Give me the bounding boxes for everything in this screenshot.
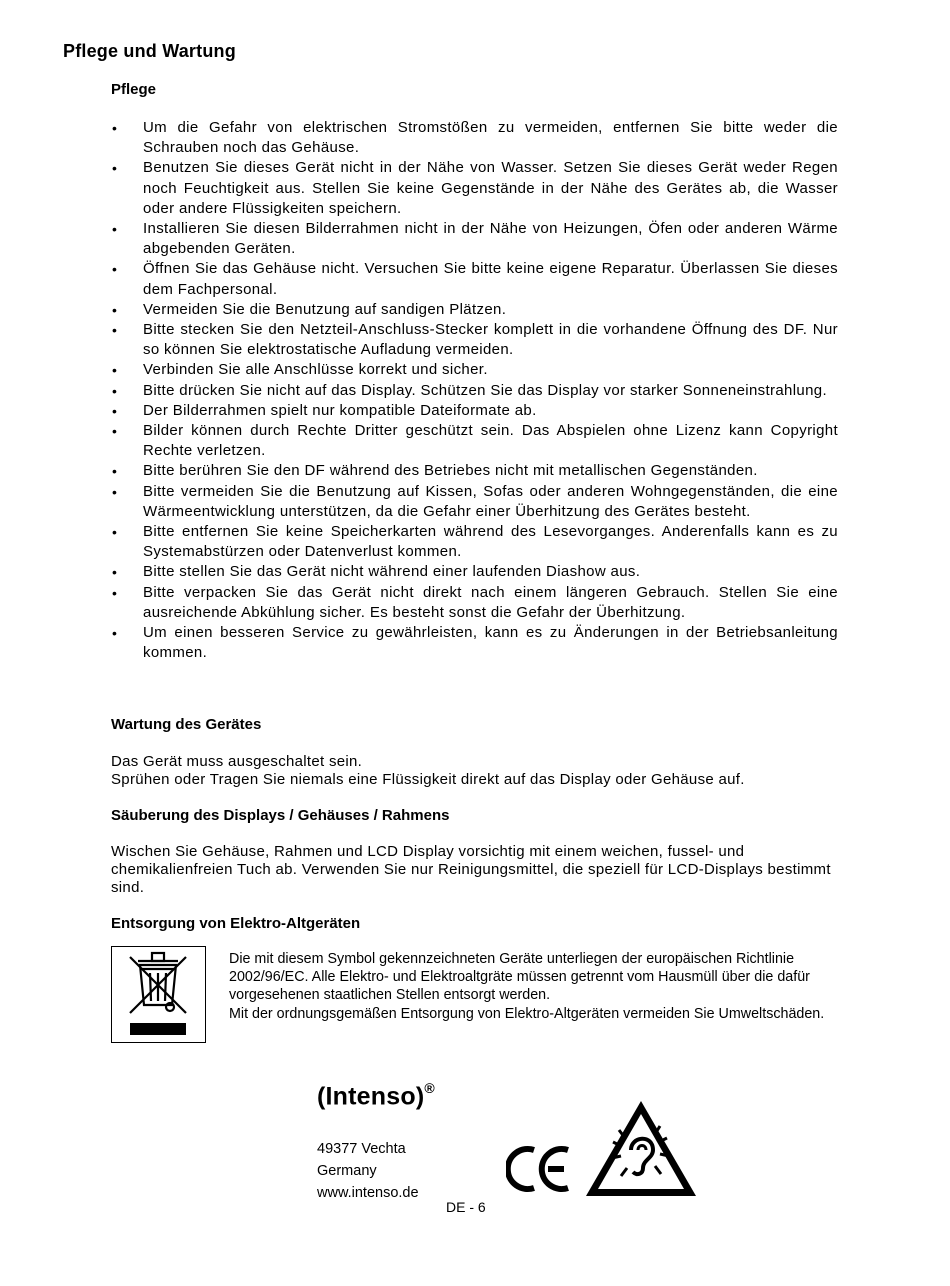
hearing-warning-icon bbox=[583, 1098, 699, 1205]
care-bullet-text: Der Bilderrahmen spielt nur kompatible Dateiformate ab. bbox=[143, 401, 537, 419]
care-bullet-item bbox=[111, 461, 838, 481]
bullet-icon: • bbox=[112, 160, 118, 177]
care-bullet-text: Installieren Sie diesen Bilderrahmen nicht in der Nähe von Heizungen, Öfen oder anderen Wärme abgebenden Geräten. bbox=[143, 220, 838, 258]
bullet-icon: • bbox=[112, 584, 118, 601]
bullet-icon: • bbox=[112, 423, 118, 440]
bullet-icon: • bbox=[112, 463, 118, 480]
address-line-2: Germany bbox=[317, 1163, 377, 1179]
intenso-logo bbox=[317, 1082, 435, 1111]
care-bullet-text: Öffnen Sie das Gehäuse nicht. Versuchen Sie bitte keine eigene Reparatur. Überlassen Sie dieses dem Fachpersonal. bbox=[143, 260, 838, 298]
care-heading: Pflege bbox=[111, 81, 157, 98]
brand-name: (Intenso) bbox=[317, 1082, 425, 1111]
cleaning-paragraph: Wischen Sie Gehäuse, Rahmen und LCD Display vorsichtig mit einem weichen, fussel- und chemikalienfreien Tuch ab. Verwenden Sie nur Reinigungsmittel, die speziell für LCD-Displays bestimmt sind. bbox=[111, 843, 831, 897]
care-bullet-item bbox=[111, 360, 838, 380]
bullet-icon: • bbox=[112, 402, 118, 419]
bullet-icon: • bbox=[112, 362, 118, 379]
bullet-icon: • bbox=[112, 221, 118, 238]
bullet-icon: • bbox=[112, 382, 118, 399]
care-bullet-item bbox=[111, 381, 838, 401]
care-bullet-item bbox=[111, 259, 838, 299]
care-bullet-item bbox=[111, 158, 838, 219]
bullet-icon: • bbox=[112, 524, 118, 541]
registered-mark: ® bbox=[424, 1080, 435, 1096]
disposal-text bbox=[229, 950, 849, 1023]
maintenance-heading: Wartung des Gerätes bbox=[111, 716, 262, 733]
care-bullet-item bbox=[111, 118, 838, 158]
care-bullet-text: Bitte stellen Sie das Gerät nicht während einer laufenden Diashow aus. bbox=[143, 563, 641, 581]
care-bullet-item bbox=[111, 522, 838, 562]
bullet-icon: • bbox=[112, 564, 118, 581]
care-bullet-text: Bitte entfernen Sie keine Speicherkarten während des Lesevorganges. Anderenfalls kann es zu Systemabstürzen oder Datenverlust kommen. bbox=[143, 523, 838, 561]
bullet-icon: • bbox=[112, 261, 118, 278]
bullet-icon: • bbox=[112, 120, 118, 136]
ce-mark-icon bbox=[506, 1142, 572, 1201]
disposal-paragraph-1: Die mit diesem Symbol gekennzeichneten Geräte unterliegen der europäischen Richtlinie 2002/96/EC. Alle Elektro- und Elektroaltgräte müssen getrennt vom Hausmüll über die dafür vorgesehenen staatlichen Stellen entsorgt werden. bbox=[229, 951, 810, 1004]
disposal-heading: Entsorgung von Elektro-Altgeräten bbox=[111, 915, 361, 932]
page-number: DE - 6 bbox=[446, 1199, 486, 1215]
address-line-1: 49377 Vechta bbox=[317, 1141, 406, 1157]
care-bullet-text: Vermeiden Sie die Benutzung auf sandigen Plätzen. bbox=[143, 300, 507, 318]
bullet-icon: • bbox=[112, 301, 118, 318]
bullet-icon: • bbox=[112, 483, 118, 500]
cleaning-text bbox=[111, 843, 841, 898]
care-bullet-item bbox=[111, 583, 838, 623]
company-address bbox=[317, 1138, 419, 1204]
care-bullet-item bbox=[111, 623, 838, 663]
care-bullet-list bbox=[111, 118, 838, 663]
bullet-icon: • bbox=[112, 625, 118, 642]
bullet-icon: • bbox=[112, 322, 118, 339]
cleaning-heading: Säuberung des Displays / Gehäuses / Rahmens bbox=[111, 807, 450, 824]
care-bullet-text: Bitte berühren Sie den DF während des Betriebes nicht mit metallischen Gegenständen. bbox=[143, 462, 758, 480]
care-bullet-item bbox=[111, 219, 838, 259]
care-bullet-item bbox=[111, 482, 838, 522]
care-bullet-text: Bitte verpacken Sie das Gerät nicht direkt nach einem längeren Gebrauch. Stellen Sie eine ausreichende Abkühlung sicher. Es besteht sonst die Gefahr der Überhitzung. bbox=[143, 583, 838, 621]
page-title: Pflege und Wartung bbox=[63, 41, 236, 61]
care-bullet-item bbox=[111, 320, 838, 360]
maintenance-line-2: Sprühen oder Tragen Sie niemals eine Flüssigkeit direkt auf das Display oder Gehäuse auf. bbox=[111, 771, 745, 789]
care-bullet-text: Bitte vermeiden Sie die Benutzung auf Kissen, Sofas oder anderen Wohngegenständen, die eine Wärmeentwicklung unterstützen, da die Gefahr einer Überhitzung des Gerätes besteht. bbox=[143, 482, 838, 520]
care-bullet-item bbox=[111, 421, 838, 461]
care-bullet-text: Verbinden Sie alle Anschlüsse korrekt und sicher. bbox=[143, 361, 488, 379]
care-bullet-text: Benutzen Sie dieses Gerät nicht in der Nähe von Wasser. Setzen Sie dieses Gerät weder Regen noch Feuchtigkeit aus. Stellen Sie keine Gegenstände in der Nähe des Gerätes ab, die Wasser oder andere Flüssigkeiten speichern. bbox=[143, 159, 838, 217]
care-bullet-text: Um die Gefahr von elektrischen Stromstößen zu vermeiden, entfernen Sie bitte weder die Schrauben noch das Gehäuse. bbox=[143, 119, 838, 157]
maintenance-line-1: Das Gerät muss ausgeschaltet sein. bbox=[111, 753, 363, 770]
care-bullet-item bbox=[111, 300, 838, 320]
care-bullet-text: Bitte stecken Sie den Netzteil-Anschluss-Stecker komplett in die vorhandene Öffnung des DF. Nur so können Sie elektrostatische Aufladung vermeiden. bbox=[143, 321, 838, 359]
maintenance-text bbox=[111, 753, 841, 789]
disposal-paragraph-2: Mit der ordnungsgemäßen Entsorgung von Elektro-Altgeräten vermeiden Sie Umweltschäden. bbox=[229, 1005, 825, 1022]
care-bullet-item bbox=[111, 401, 838, 421]
weee-crossed-bin-icon bbox=[111, 946, 206, 1043]
website: www.intenso.de bbox=[317, 1185, 419, 1201]
care-bullet-text: Bitte drücken Sie nicht auf das Display. Schützen Sie das Display vor starker Sonneneinstrahlung. bbox=[143, 381, 828, 399]
care-bullet-item bbox=[111, 562, 838, 582]
care-bullet-text: Um einen besseren Service zu gewährleisten, kann es zu Änderungen in der Betriebsanleitung kommen. bbox=[143, 624, 838, 662]
care-bullet-text: Bilder können durch Rechte Dritter geschützt sein. Das Abspielen ohne Lizenz kann Copyright Rechte verletzen. bbox=[143, 422, 838, 460]
